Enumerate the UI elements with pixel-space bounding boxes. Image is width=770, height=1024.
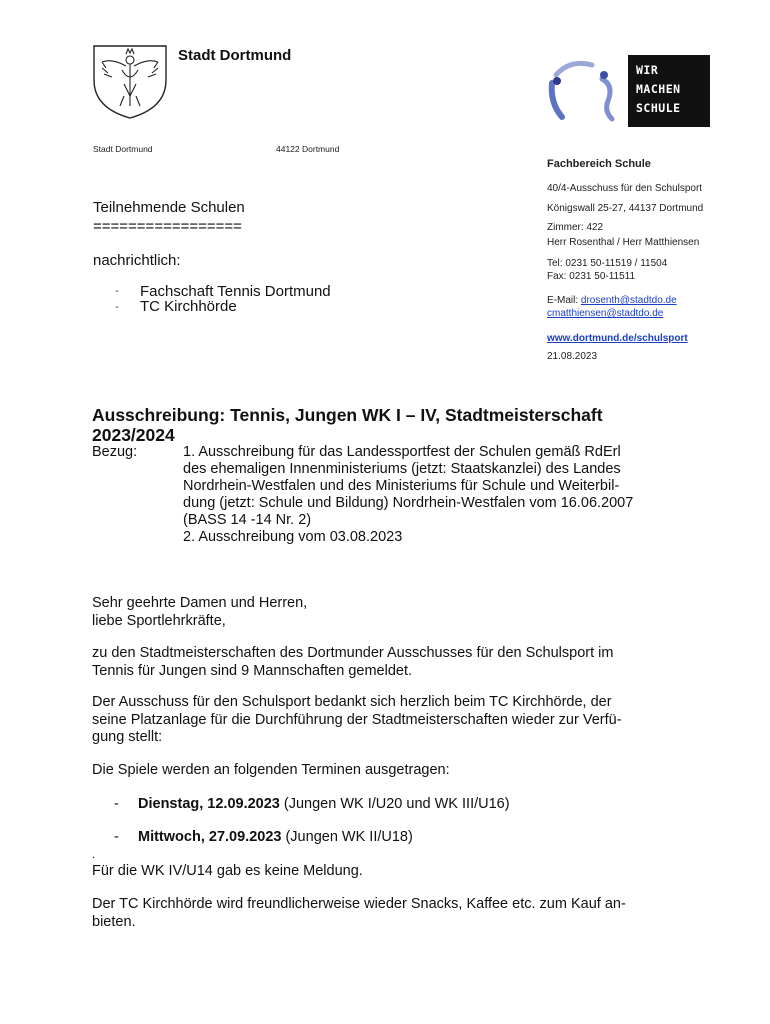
paragraph-thanks xyxy=(92,694,672,747)
reference-line: dung (jetzt: Schule und Bildung) Nordrhein-Westfalen vom 16.06.2007 xyxy=(183,495,634,511)
logo-text-line: MACHEN xyxy=(636,82,681,96)
logo-figure-icon xyxy=(546,55,628,127)
paragraph-line: Der Ausschuss für den Schulsport bedankt sich herzlich beim TC Kirchhörde, der xyxy=(92,694,612,710)
date-item xyxy=(138,796,510,812)
contact-address: Königswall 25-27, 44137 Dortmund xyxy=(547,203,704,214)
letter-date: 21.08.2023 xyxy=(547,351,598,362)
reference-line: (BASS 14 -14 Nr. 2) xyxy=(183,512,312,528)
greeting-line: liebe Sportlehrkräfte, xyxy=(92,612,226,629)
email-link-matthiensen[interactable]: cmatthiensen@stadtdo.de xyxy=(547,308,664,319)
paragraph-dates-intro xyxy=(92,762,672,780)
email-row xyxy=(547,295,677,306)
letter-title xyxy=(92,405,672,445)
greeting xyxy=(92,595,672,630)
cc-label: nachrichtlich: xyxy=(93,252,181,269)
recipient-title: Teilnehmende Schulen xyxy=(93,199,245,216)
cc-recipient: Fachschaft Tennis Dortmund xyxy=(140,283,331,300)
wir-machen-schule-logo xyxy=(546,55,710,129)
reference-label: Bezug: xyxy=(92,444,138,460)
department-name: Fachbereich Schule xyxy=(547,158,651,170)
date-item-bold: Dienstag, 12.09.2023 xyxy=(138,796,280,812)
committee-name: 40/4-Ausschuss für den Schulsport xyxy=(547,183,703,194)
contact-persons: Herr Rosenthal / Herr Matthiensen xyxy=(547,237,700,248)
reference-line: 1. Ausschreibung für das Landessportfest der Schulen gemäß RdErl xyxy=(183,444,621,460)
contact-tel: Tel: 0231 50-11519 / 11504 xyxy=(547,258,668,269)
date-item-bold: Mittwoch, 27.09.2023 xyxy=(138,829,282,845)
sender-city: Stadt Dortmund xyxy=(93,144,153,154)
list-dash: - xyxy=(115,301,119,313)
list-dash: - xyxy=(115,285,119,297)
email-label: E-Mail: xyxy=(547,295,579,306)
contact-fax: Fax: 0231 50-11511 xyxy=(547,271,636,282)
cc-recipient: TC Kirchhörde xyxy=(140,298,237,315)
paragraph-line: bieten. xyxy=(92,913,136,930)
date-item-detail: (Jungen WK II/U18) xyxy=(281,829,413,845)
reference-line: des ehemaligen Innenministeriums (jetzt: Staatskanzlei) des Landes xyxy=(183,461,621,477)
reference-line: 2. Ausschreibung vom 03.08.2023 xyxy=(183,529,403,545)
date-item-detail: (Jungen WK I/U20 und WK III/U16) xyxy=(279,796,510,812)
paragraph-snacks xyxy=(92,896,672,931)
logo-text-line: WIR xyxy=(636,63,659,77)
contact-room: Zimmer: 422 xyxy=(547,222,604,233)
reference-line: Nordrhein-Westfalen und des Ministeriums für Schule und Weiterbil- xyxy=(183,478,620,494)
letter-title-line: 2023/2024 xyxy=(92,425,175,445)
paragraph-line: seine Platzanlage für die Durchführung der Stadtmeisterschaften wieder zur Verfü- xyxy=(92,711,622,728)
city-name: Stadt Dortmund xyxy=(178,47,292,64)
list-dash: - xyxy=(114,796,119,812)
paragraph-line: Die Spiele werden an folgenden Terminen ausgetragen: xyxy=(92,762,450,778)
paragraph-line: zu den Stadtmeisterschaften des Dortmunder Ausschusses für den Schulsport im xyxy=(92,645,614,661)
city-crest-icon xyxy=(90,40,170,120)
paragraph-line: gung stellt: xyxy=(92,729,163,745)
email-link-rosenthal[interactable]: drosenth@stadtdo.de xyxy=(580,295,677,306)
letter-title-line: Ausschreibung: Tennis, Jungen WK I – IV, Stadtmeisterschaft xyxy=(92,405,603,425)
paragraph-no-entry xyxy=(92,863,672,881)
logo-text-line: SCHULE xyxy=(636,101,681,115)
paragraph-teams xyxy=(92,645,672,680)
list-dash: - xyxy=(114,829,119,845)
stray-dot: . xyxy=(92,847,96,861)
date-item xyxy=(138,829,413,845)
paragraph-line: Tennis für Jungen sind 9 Mannschaften gemeldet. xyxy=(92,662,413,679)
recipient-underline: ================= xyxy=(93,218,242,235)
paragraph-line: Für die WK IV/U14 gab es keine Meldung. xyxy=(92,863,363,879)
paragraph-line: Der TC Kirchhörde wird freundlicherweise wieder Snacks, Kaffee etc. zum Kauf an- xyxy=(92,896,626,912)
website-link[interactable]: www.dortmund.de/schulsport xyxy=(547,333,688,344)
sender-postcode: 44122 Dortmund xyxy=(276,144,340,154)
greeting-line: Sehr geehrte Damen und Herren, xyxy=(92,595,308,611)
